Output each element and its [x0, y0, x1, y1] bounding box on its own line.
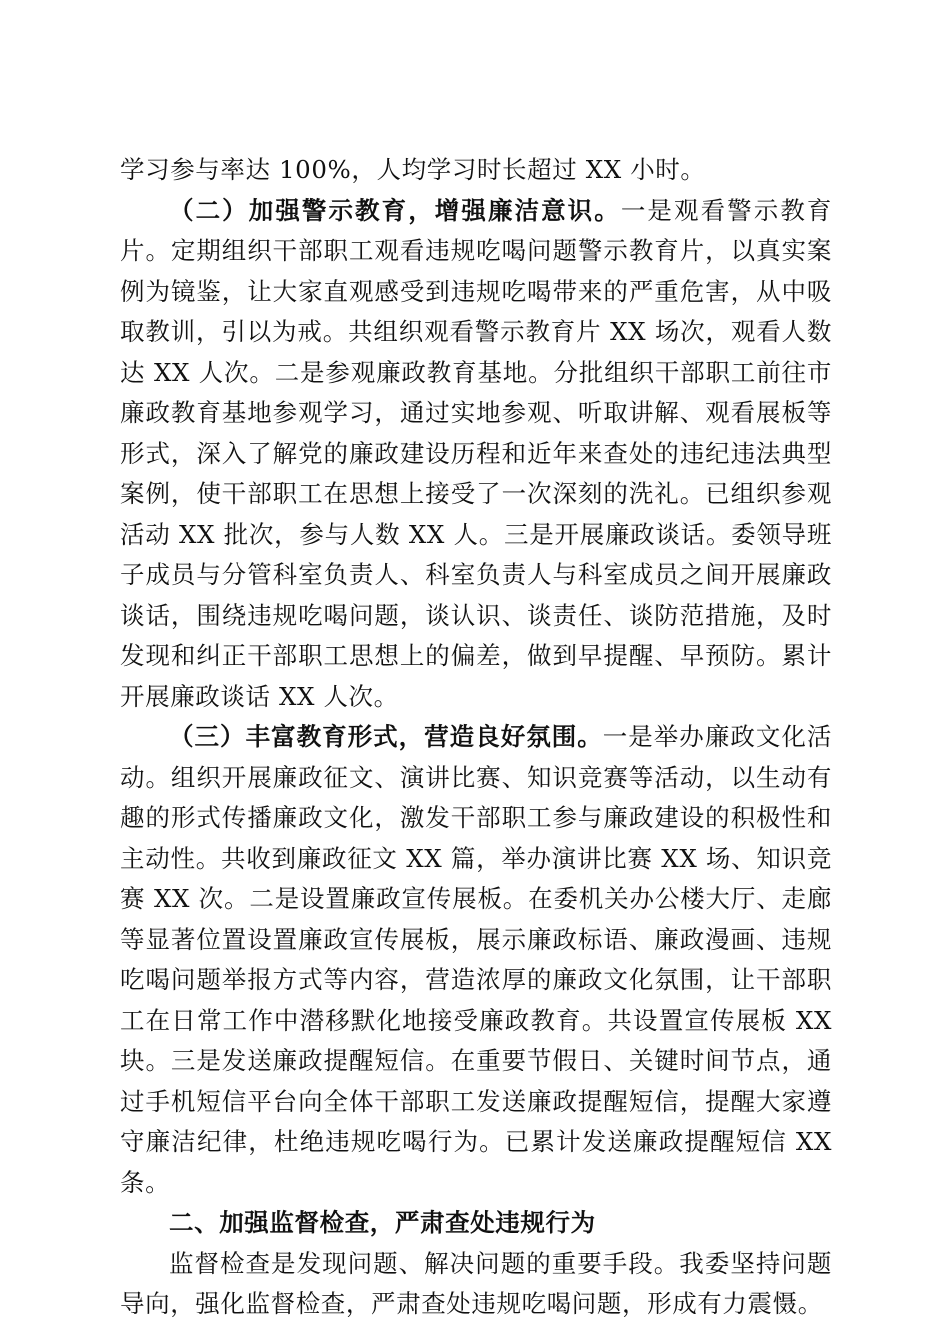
- section-heading: 二、加强监督检查，严肃查处违规行为: [169, 1208, 596, 1237]
- paragraph-text: 一是观看警示教育片。定期组织干部职工观看违规吃喝问题警示教育片，以真实案例为镜鉴，让大家直观感受到违规吃喝带来的严重危害，从中吸取教训，引以为戒。共组织观看警示教育片 XX 场次，观看人数达 XX 人次。二是参观廉政教育基地。分批组织干部职工前往市廉政教育基地参观学习，通过实地参观、听取讲解、观看展板等形式，深入了解党的廉政建设历程和近年来查处的违纪违法典型案例，使干部职工在思想上接受了一次深刻的洗礼。已组织参观活动 XX 批次，参与人数 XX 人。三是开展廉政谈话。委领导班子成员与分管科室负责人、科室负责人与科室成员之间开展廉政谈话，围绕违规吃喝问题，谈认识、谈责任、谈防范措施，及时发现和纠正干部职工思想上的偏差，做到早提醒、早预防。累计开展廉政谈话 XX 人次。: [120, 195, 832, 711]
- paragraph-text: 学习参与率达 100%，人均学习时长超过 XX 小时。: [120, 155, 706, 184]
- document-body: [120, 150, 832, 1325]
- paragraph-lead: （二）加强警示教育，增强廉洁意识。: [169, 195, 621, 225]
- paragraph-continuation: [120, 150, 832, 191]
- paragraph-text: 监督检查是发现问题、解决问题的重要手段。我委坚持问题导向，强化监督检查，严肃查处违规吃喝问题，形成有力震慑。: [120, 1248, 832, 1318]
- paragraph-text: 一是举办廉政文化活动。组织开展廉政征文、演讲比赛、知识竞赛等活动，以生动有趣的形式传播廉政文化，激发干部职工参与廉政建设的积极性和主动性。共收到廉政征文 XX 篇，举办演讲比赛 XX 场、知识竞赛 XX 次。二是设置廉政宣传展板。在委机关办公楼大厅、走廊等显著位置设置廉政宣传展板，展示廉政标语、廉政漫画、违规吃喝问题举报方式等内容，营造浓厚的廉政文化氛围，让干部职工在日常工作中潜移默化地接受廉政教育。共设置宣传展板 XX 块。三是发送廉政提醒短信。在重要节假日、关键时间节点，通过手机短信平台向全体干部职工发送廉政提醒短信，提醒大家遵守廉洁纪律，杜绝违规吃喝行为。已累计发送廉政提醒短信 XX 条。: [120, 722, 832, 1197]
- paragraph-warning-education: [120, 191, 832, 718]
- paragraph-supervision: [120, 1244, 832, 1325]
- paragraph-education-forms: [120, 717, 832, 1203]
- paragraph-lead: （三）丰富教育形式，营造良好氛围。: [169, 722, 603, 751]
